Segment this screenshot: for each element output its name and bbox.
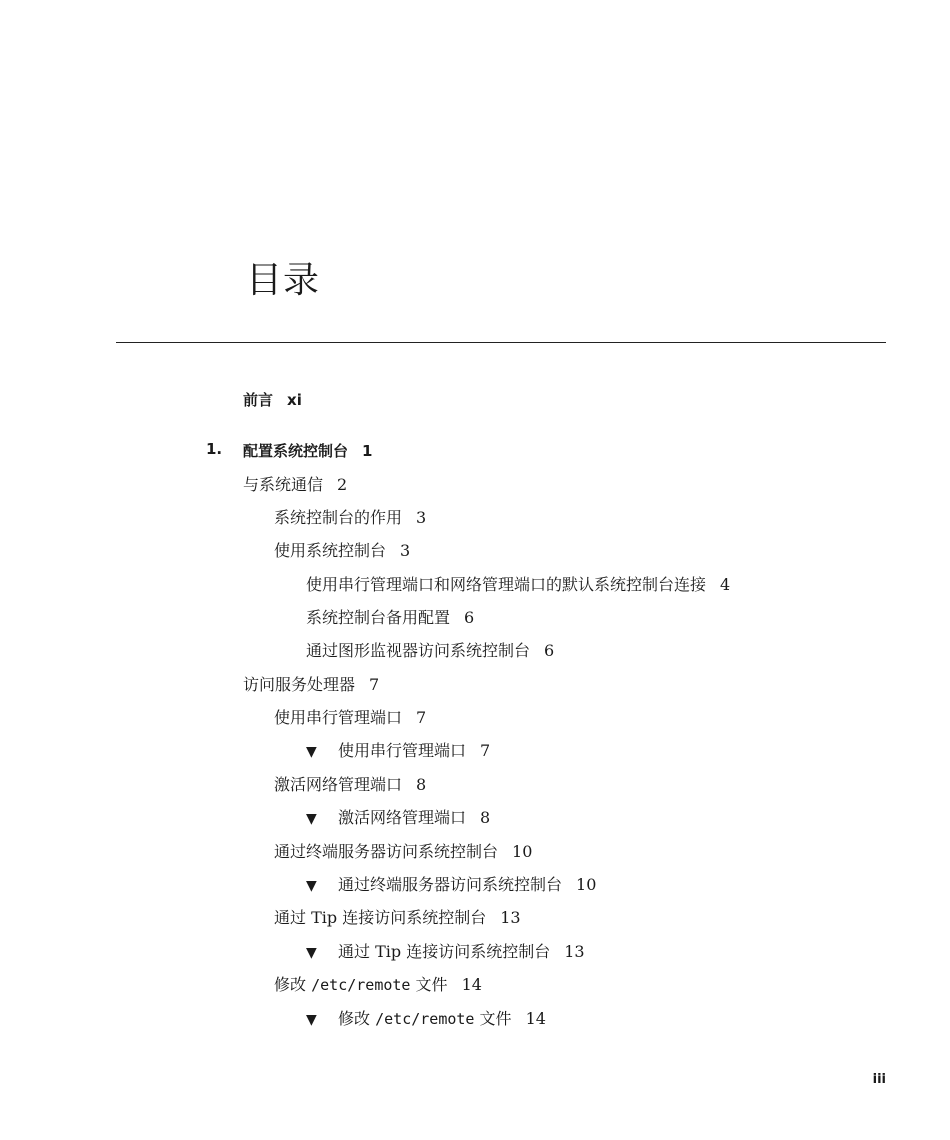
toc-entry-page: 10 — [512, 842, 533, 861]
toc-entry-page: 14 — [461, 975, 482, 994]
toc-entry-page: 4 — [720, 575, 731, 594]
toc-entry-title: 通过 Tip 连接访问系统控制台 — [338, 942, 551, 961]
toc-entry-preface[interactable] — [243, 389, 302, 411]
page-title: 目录 — [246, 260, 321, 301]
toc-entry-title: 使用串行管理端口 — [338, 741, 467, 760]
toc-entry[interactable] — [306, 640, 554, 662]
triangle-bullet-icon: ▼ — [306, 878, 317, 894]
toc-entry-file-path: /etc/remote — [311, 976, 411, 994]
toc-entry[interactable] — [274, 841, 532, 863]
toc-entry-title: 访问服务处理器 — [243, 675, 356, 694]
toc-entry-page: 7 — [369, 675, 380, 694]
toc-entry-file-path: /etc/remote — [375, 1010, 475, 1028]
toc-entry-title: 使用串行管理端口和网络管理端口的默认系统控制台连接 — [306, 575, 707, 594]
toc-entry[interactable] — [306, 574, 730, 596]
toc-entry-title: 配置系统控制台 — [243, 442, 349, 460]
toc-entry-page: 2 — [337, 475, 348, 494]
toc-entry[interactable] — [243, 674, 379, 696]
toc-entry-page: 1 — [362, 442, 373, 460]
toc-entry-chapter[interactable] — [243, 440, 372, 462]
toc-entry-procedure[interactable] — [306, 941, 585, 964]
toc-entry-page: 13 — [564, 942, 585, 961]
toc-entry-page: 10 — [576, 875, 597, 894]
chapter-number: 1. — [206, 440, 223, 458]
toc-entry-procedure[interactable] — [306, 874, 596, 897]
toc-entry[interactable] — [274, 774, 426, 796]
toc-entry-page: 7 — [480, 741, 491, 760]
toc-entry-title: 系统控制台备用配置 — [306, 608, 451, 627]
toc-entry[interactable] — [274, 507, 426, 529]
toc-entry-title: 通过图形监视器访问系统控制台 — [306, 641, 531, 660]
toc-entry-page: 7 — [416, 708, 427, 727]
toc-entry[interactable] — [306, 607, 474, 629]
toc-entry-page: 3 — [416, 508, 427, 527]
toc-entry-procedure[interactable] — [306, 740, 490, 763]
triangle-bullet-icon: ▼ — [306, 1012, 317, 1028]
toc-entry-title: 激活网络管理端口 — [338, 808, 467, 827]
toc-entry-procedure[interactable] — [306, 1008, 546, 1031]
page-number: iii — [872, 1072, 886, 1087]
toc-entry-page: 13 — [500, 908, 521, 927]
toc-entry-title-prefix: 修改 — [274, 975, 307, 994]
toc-entry-title: 激活网络管理端口 — [274, 775, 403, 794]
triangle-bullet-icon: ▼ — [306, 811, 317, 827]
toc-entry-title: 使用系统控制台 — [274, 541, 387, 560]
toc-entry-page: 6 — [464, 608, 475, 627]
toc-entry[interactable] — [274, 540, 410, 562]
toc-entry-page: 8 — [416, 775, 427, 794]
toc-entry[interactable] — [274, 907, 521, 929]
toc-entry-title: 与系统通信 — [243, 475, 324, 494]
triangle-bullet-icon: ▼ — [306, 945, 317, 961]
title-divider — [116, 342, 886, 343]
toc-entry-page: 3 — [400, 541, 411, 560]
toc-entry-title-suffix: 文件 — [415, 975, 448, 994]
toc-entry-title: 通过终端服务器访问系统控制台 — [338, 875, 563, 894]
toc-entry-title: 系统控制台的作用 — [274, 508, 403, 527]
triangle-bullet-icon: ▼ — [306, 744, 317, 760]
toc-entry-title-prefix: 修改 — [338, 1009, 371, 1028]
toc-entry-title: 通过 Tip 连接访问系统控制台 — [274, 908, 487, 927]
toc-entry-procedure[interactable] — [306, 807, 490, 830]
toc-entry-page: 8 — [480, 808, 491, 827]
toc-entry-page: 6 — [544, 641, 555, 660]
toc-entry[interactable] — [274, 974, 482, 996]
toc-entry-page: xi — [287, 391, 302, 409]
toc-entry[interactable] — [243, 474, 347, 496]
toc-entry-title: 前言 — [243, 391, 274, 409]
toc-entry-title-suffix: 文件 — [479, 1009, 512, 1028]
toc-entry-page: 14 — [525, 1009, 546, 1028]
toc-entry[interactable] — [274, 707, 426, 729]
toc-entry-title: 通过终端服务器访问系统控制台 — [274, 842, 499, 861]
toc-entry-title: 使用串行管理端口 — [274, 708, 403, 727]
